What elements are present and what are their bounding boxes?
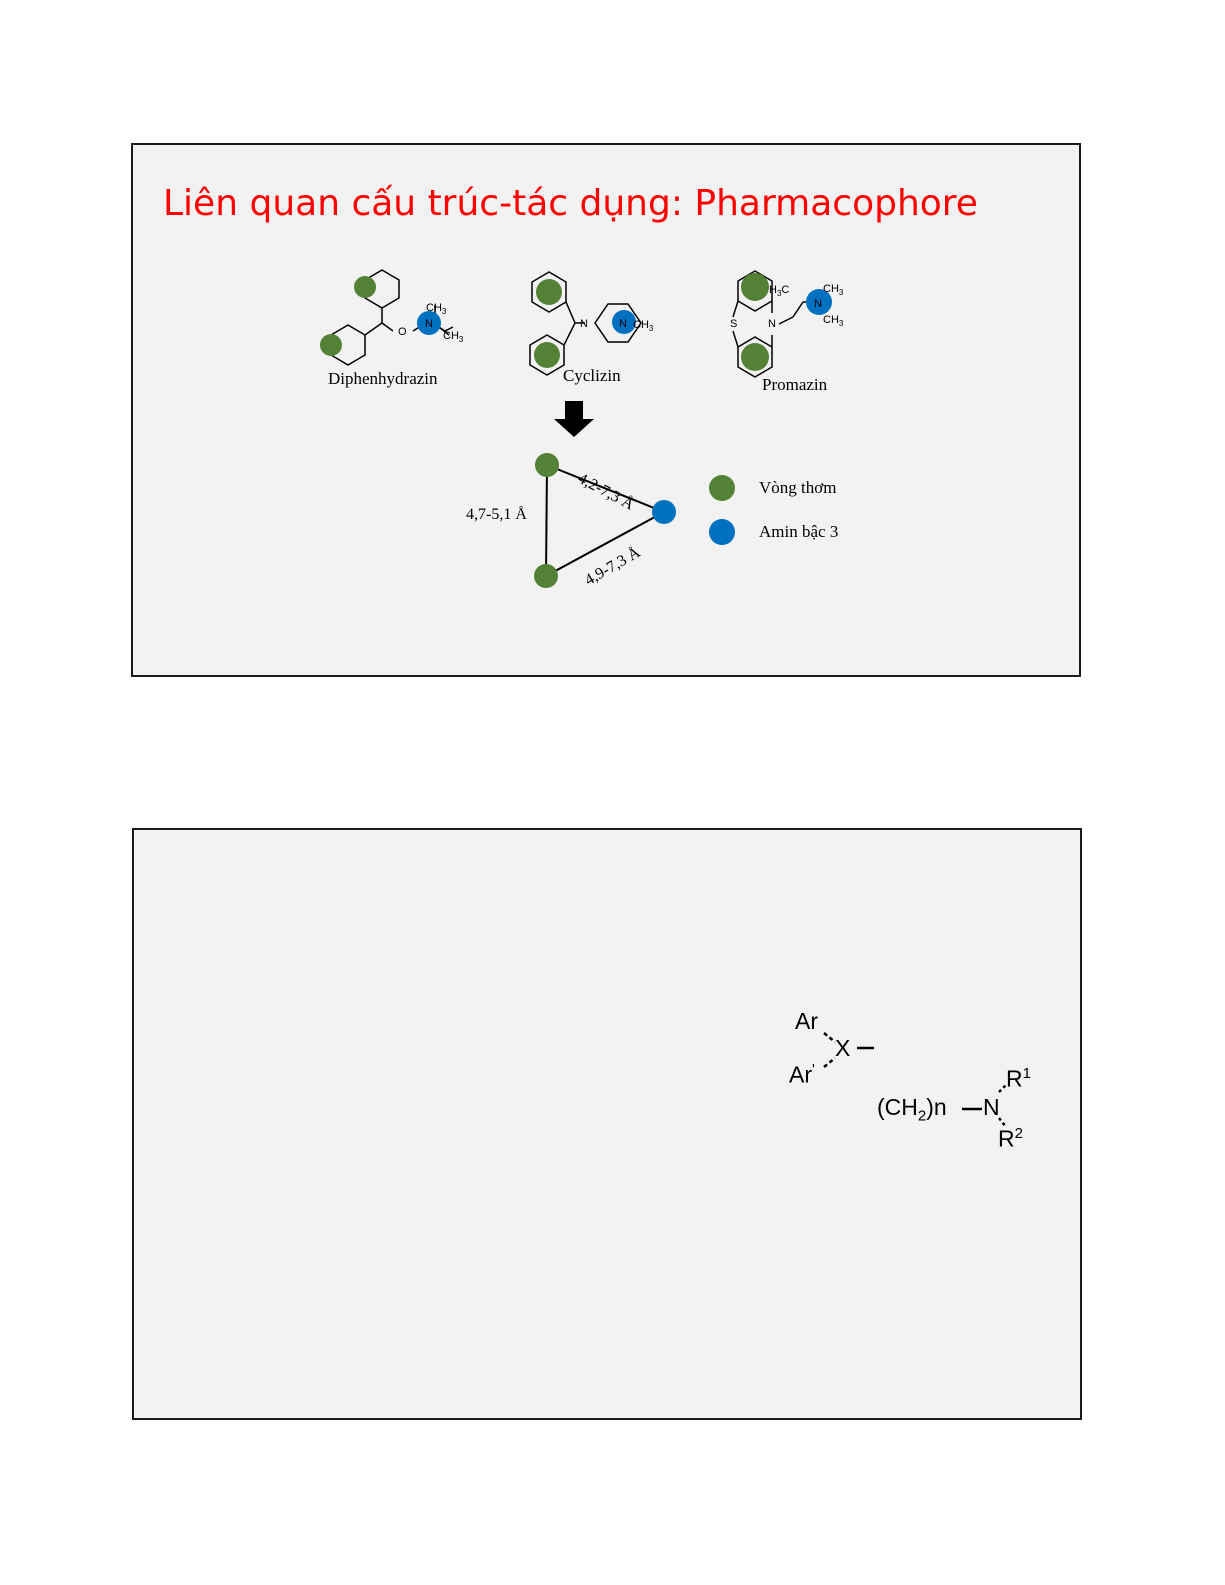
formula-chain-open: (CH <box>877 1094 918 1120</box>
legend-aromatic-ring <box>709 475 836 501</box>
legend-dot-aromatic <box>709 475 735 501</box>
svg-text:CH3: $CH_3$ <box>823 283 844 297</box>
svg-text:N: N <box>425 318 433 330</box>
distance-label-left: 4,7-5,1 Å <box>466 506 527 523</box>
formula-r2-symbol: R <box>998 1125 1015 1152</box>
formula-r1 <box>1006 1065 1031 1093</box>
svg-text:N: N <box>768 318 776 330</box>
legend-label-aromatic: Vòng thơm <box>759 478 837 497</box>
molecule-name-diphenhydrazin: Diphenhydrazin <box>328 369 438 388</box>
aromatic-ring-dot <box>536 279 562 305</box>
svg-text:S: S <box>730 318 738 330</box>
legend-label-amine: Amin bậc 3 <box>759 522 839 541</box>
formula-chain <box>877 1094 947 1125</box>
svg-text:CH3: $CH_3$ <box>823 314 844 328</box>
formula-ar-prime <box>789 1061 815 1089</box>
formula-chain-close: )n <box>926 1094 947 1120</box>
formula-ar-prime-symbol: Ar <box>789 1061 812 1088</box>
slide-pharmacophore <box>131 143 1081 677</box>
formula-r2-sup: 2 <box>1014 1125 1023 1142</box>
triangle-aromatic-vertex <box>534 564 558 588</box>
svg-text:CH3: $CH_3$ <box>633 319 654 333</box>
formula-r1-symbol: R <box>1006 1065 1023 1092</box>
formula-r1-sup: 1 <box>1022 1065 1031 1082</box>
formula-ar-prime-mark: ' <box>812 1061 815 1078</box>
aromatic-ring-dot <box>741 273 769 301</box>
svg-text:N: N <box>814 298 822 310</box>
distance-label-top: 4,2-7,3 Å <box>575 470 637 514</box>
slide-general-formula <box>132 828 1082 1420</box>
svg-text:CH3: $CH_3$ <box>426 302 447 316</box>
formula-chain-sub: 2 <box>917 1107 927 1125</box>
svg-text:CH3: $CH_3$ <box>443 330 464 344</box>
svg-text:H3C: $H_3C$ <box>769 284 790 298</box>
aromatic-ring-dot <box>741 343 769 371</box>
aromatic-ring-dot <box>534 342 560 368</box>
general-formula-bonds <box>134 830 1084 1422</box>
legend-tertiary-amine <box>709 519 838 545</box>
aromatic-ring-dot <box>320 334 342 356</box>
aromatic-ring-dot <box>354 276 376 298</box>
molecule-structures <box>133 145 1083 679</box>
molecule-name-promazin: Promazin <box>762 375 828 394</box>
triangle-amine-vertex <box>652 500 676 524</box>
molecule-name-cyclizin: Cyclizin <box>563 366 621 385</box>
formula-r2 <box>998 1125 1023 1153</box>
triangle-aromatic-vertex <box>535 453 559 477</box>
svg-text:N: N <box>619 318 627 330</box>
formula-x: X <box>835 1035 851 1061</box>
svg-text:N: N <box>580 318 588 330</box>
svg-text:O: O <box>398 326 407 338</box>
formula-ar: Ar <box>795 1008 818 1034</box>
distance-label-bottom: 4,9-7,3 Å <box>582 543 644 590</box>
formula-n: N <box>983 1094 1000 1120</box>
legend-dot-amine <box>709 519 735 545</box>
down-arrow-icon <box>554 401 594 437</box>
slide-title: Liên quan cấu trúc-tác dụng: Pharmacophore <box>163 183 978 224</box>
